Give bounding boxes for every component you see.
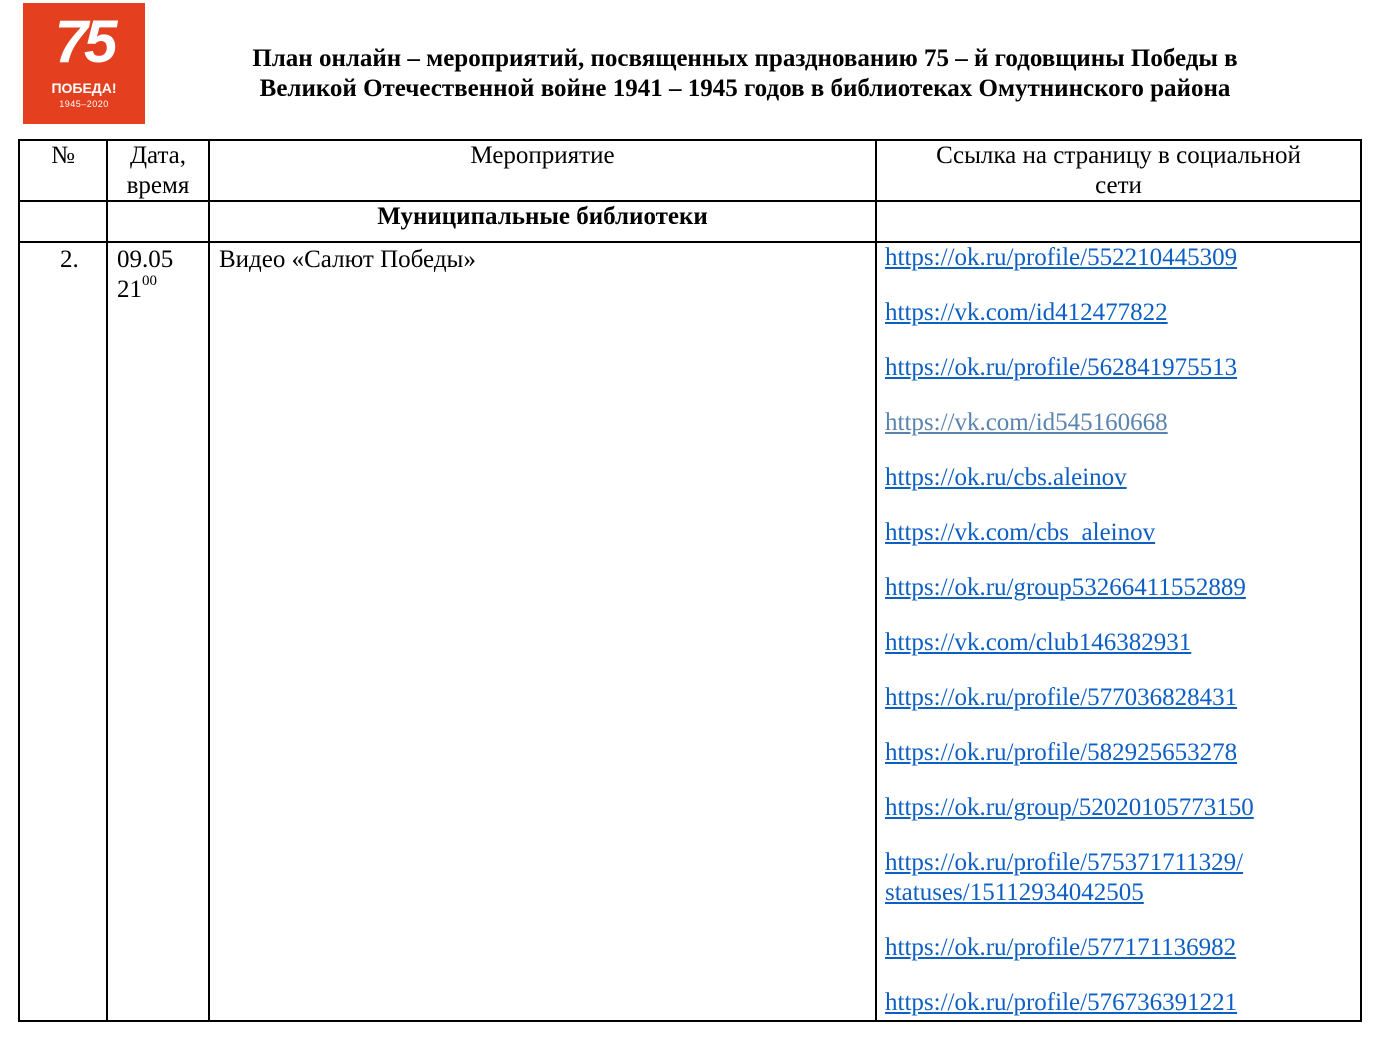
social-link[interactable]: https://ok.ru/profile/577171136982: [885, 934, 1237, 961]
social-links-list: [885, 243, 1355, 1043]
header-number: №: [51, 142, 75, 169]
row-time: [117, 272, 173, 305]
header-event: Мероприятие: [470, 142, 615, 169]
header-date: [108, 141, 208, 201]
col-divider-3: [875, 139, 877, 1022]
social-link[interactable]: https://vk.com/club146382931: [885, 629, 1192, 656]
social-link-part-1: https://ok.ru/profile/575371711329/: [885, 849, 1244, 876]
row-event: Видео «Салют Победы»: [219, 246, 476, 273]
title-line-2: Великой Отечественной войне 1941 – 1945 годов в библиотеках Омутнинского района: [259, 75, 1231, 102]
row-time-hour: 21: [117, 276, 142, 303]
col-divider-2: [208, 139, 210, 1022]
victory-75-logo: [23, 3, 145, 124]
social-link[interactable]: https://vk.com/cbs_aleinov: [885, 519, 1156, 546]
title-line-1: План онлайн – мероприятий, посвященных празднованию 75 – й годовщины Победы в: [252, 45, 1238, 72]
social-link[interactable]: https://vk.com/id545160668: [885, 409, 1168, 436]
col-divider-1: [106, 139, 108, 1022]
header-link-line-1: Ссылка на страницу в социальной: [936, 142, 1301, 169]
logo-years: 1945–2020: [59, 99, 109, 109]
row-time-minutes: 00: [142, 272, 157, 289]
social-link[interactable]: https://vk.com/id412477822: [885, 299, 1168, 326]
social-link[interactable]: https://ok.ru/cbs.aleinov: [885, 464, 1127, 491]
social-link-multiline[interactable]: [885, 848, 1355, 908]
row-number: 2.: [60, 246, 79, 273]
social-link-part-2: statuses/151129340425​05: [885, 879, 1144, 906]
header-date-line-1: Дата,: [129, 142, 187, 169]
logo-number: 75: [54, 8, 114, 75]
header-date-line-2: время: [126, 172, 190, 199]
social-link[interactable]: https://ok.ru/profile/577036828431: [885, 684, 1238, 711]
header-link-line-2: сети: [1095, 172, 1142, 199]
social-link[interactable]: https://ok.ru/group53266411552889: [885, 574, 1246, 601]
social-link[interactable]: https://ok.ru/profile/582925653278: [885, 739, 1238, 766]
page-title: [160, 44, 1330, 104]
section-title: Муниципальные библиотеки: [377, 203, 708, 230]
row-datetime: [117, 245, 173, 305]
logo-word: ПОБЕДА!: [51, 80, 117, 96]
social-link[interactable]: https://ok.ru/profile/552210445309: [885, 244, 1238, 271]
social-link[interactable]: https://ok.ru/profile/562841975513: [885, 354, 1238, 381]
row-date: 09.05: [117, 246, 174, 273]
social-link[interactable]: https://ok.ru/profile/576736391221: [885, 989, 1238, 1016]
social-link[interactable]: https://ok.ru/group/52020105773150: [885, 794, 1254, 821]
header-link: [877, 141, 1360, 201]
